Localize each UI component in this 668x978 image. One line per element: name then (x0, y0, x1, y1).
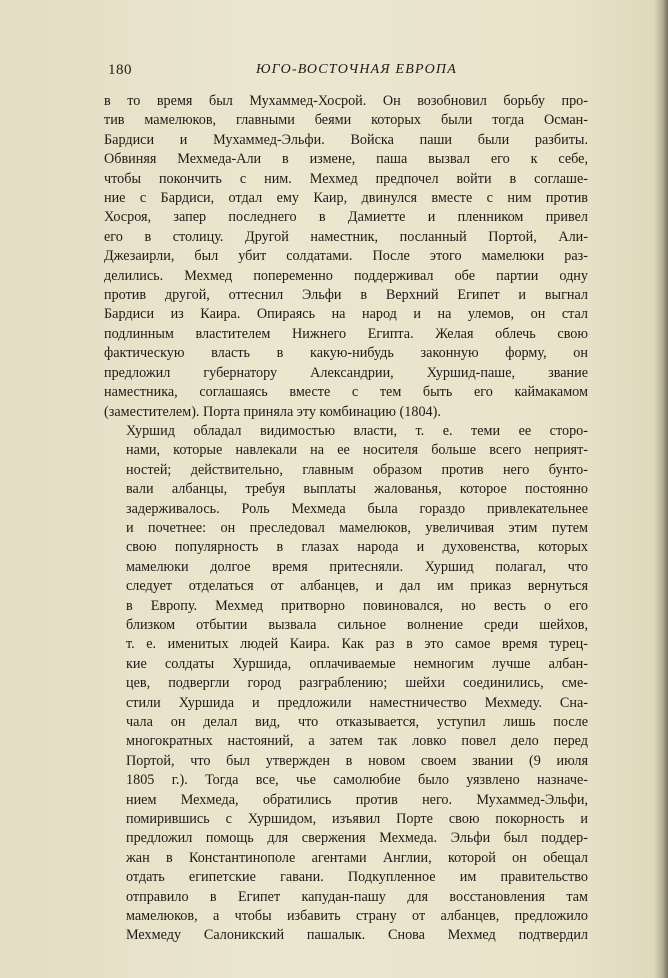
text-line: Мехмеду Салоникский пашалык. Снова Мехмед подтвердил (126, 927, 588, 944)
text-line: нием Мехмеда, обратились против него. Мухаммед-Эльфи, (126, 791, 588, 808)
paragraph-2 (104, 422, 588, 946)
text-line: в то время был Мухаммед-Хосрой. Он возобновил борьбу про- (104, 93, 588, 109)
running-title: ЮГО-ВОСТОЧНАЯ ЕВРОПА (256, 62, 457, 77)
page-edge-shadow (654, 0, 668, 978)
text-line: помирившись с Хуршидом, изъявил Порте свою покорность и (126, 811, 588, 828)
text-line: против другой, оттеснил Эльфи в Верхний Египет и выгнал (104, 287, 588, 304)
text-line: делились. Мехмед попеременно поддерживал обе партии одну (104, 267, 588, 284)
text-line: предложил помощь для свержения Мехмеда. Эльфи был поддер- (126, 830, 588, 847)
text-line: т. е. именитых людей Каира. Как раз в это самое время турец- (126, 636, 588, 653)
text-line: ние с Бардиси, отдал ему Каир, двинулся вместе с ним против (104, 190, 588, 207)
text-line: вали албанцы, требуя выплаты жалованья, которое постоянно (126, 481, 588, 498)
text-line: его в столицу. Другой наместник, посланный Портой, Али- (104, 228, 588, 245)
page-number: 180 (108, 62, 132, 78)
text-line: нами, которые навлекали на ее носителя больше всего неприят- (126, 442, 588, 459)
text-line: следует отделаться от албанцев, и дал им приказ вернуться (126, 578, 588, 595)
text-line: отдать египетские гавани. Подкупленное им правительство (126, 869, 588, 886)
text-line: фактическую власть в какую-нибудь законную форму, он (104, 345, 588, 362)
text-line: Джезаирли, был убит солдатами. После этого мамелюки раз- (104, 248, 588, 265)
text-line: задерживалось. Роль Мехмеда была гораздо привлекательнее (126, 500, 588, 517)
text-line: тив мамелюков, главными беями которых были тогда Осман- (104, 112, 588, 129)
paragraph-1 (104, 92, 588, 422)
text-line: предложил губернатору Александрии, Хуршид-паше, звание (104, 364, 588, 381)
text-line: Портой, что был утвержден в новом своем звании (9 июля (126, 752, 588, 769)
text-line: ностей; действительно, главным образом против него бунто- (126, 461, 588, 478)
text-line: (заместителем). Порта приняла эту комбинацию (1804). (104, 403, 441, 420)
text-line: чтобы покончить с ним. Мехмед предпочел войти в соглаше- (104, 170, 588, 187)
text-line: свою популярность в глазах народа и духовенства, которых (126, 539, 588, 556)
page-header (108, 62, 582, 86)
text-line: и почетнее: он преследовал мамелюков, увеличивая этим путем (126, 519, 588, 536)
text-line: Хуршид обладал видимостью власти, т. е. теми ее сторо- (126, 422, 588, 439)
text-line: кие солдаты Хуршида, оплачиваемые немногим лучше албан- (126, 655, 588, 672)
text-line: мамелюки долгое время притесняли. Хуршид полагал, что (126, 558, 588, 575)
text-line: Бардиси и Мухаммед-Эльфи. Войска паши были разбиты. (104, 131, 588, 148)
text-line: мамелюков, а чтобы избавить страну от албанцев, предложило (126, 908, 588, 925)
text-line: 1805 г.). Тогда все, чье самолюбие было уязвлено назначе- (126, 772, 588, 789)
text-line: чала он делал вид, что отказывается, уступил лишь после (126, 714, 588, 730)
text-line: в Европу. Мехмед притворно повиновался, но весть о его (126, 597, 588, 614)
body-text (104, 92, 588, 946)
text-line: Бардиси из Каира. Опираясь на народ и на улемов, он стал (104, 306, 588, 323)
text-line: отправило в Египет капудан-пашу для восстановления там (126, 888, 588, 905)
text-line: многократных настояний, а затем так ловко повел дело перед (126, 733, 588, 750)
text-line: стили Хуршида и предложили наместничество Мехмеду. Сна- (126, 694, 588, 711)
text-line: Хосроя, запер последнего в Дамиетте и пленником привел (104, 209, 588, 226)
text-line: Обвиняя Мехмеда-Али в измене, паша вызвал его к себе, (104, 151, 588, 168)
text-line: цев, подвергли город разграблению; шейхи соединились, сме- (126, 675, 588, 692)
text-line: жан в Константинополе агентами Англии, которой он обещал (126, 849, 588, 866)
text-line: наместника, соглашаясь вместе с тем быть его каймакамом (104, 384, 588, 401)
text-line: подлинным властителем Нижнего Египта. Желая облечь свою (104, 325, 588, 342)
text-line: близком отбытии вызвала сильное волнение среди шейхов, (126, 616, 588, 633)
